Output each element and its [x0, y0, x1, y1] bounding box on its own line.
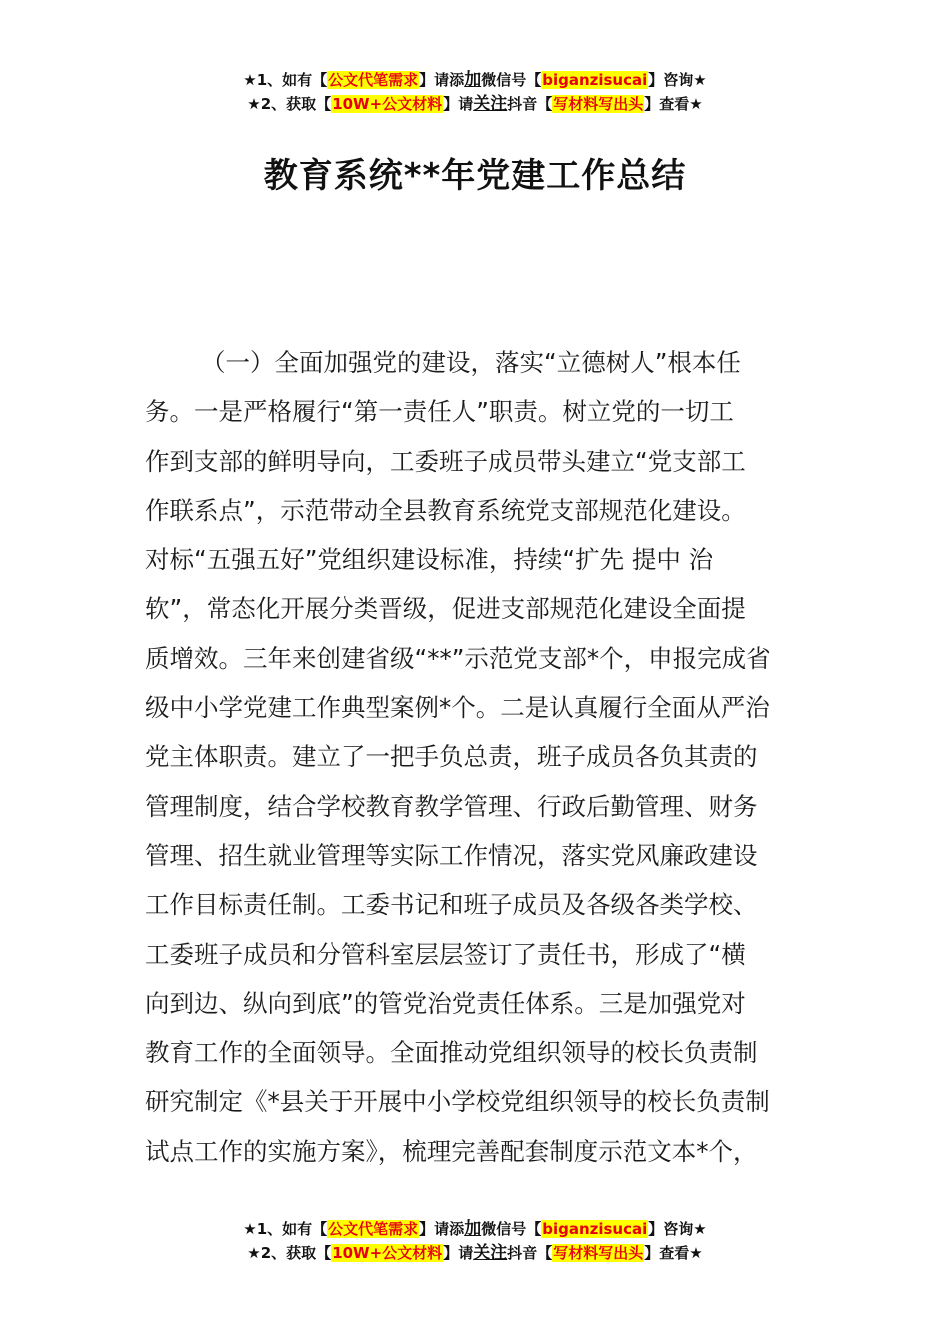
banner-highlight: 公文代笔需求: [328, 1220, 419, 1238]
banner-line-1: [0, 1217, 950, 1241]
banner-line-2: [0, 1241, 950, 1265]
banner-text: 】咨询★: [648, 1220, 707, 1238]
body-line: 向到边、纵向到底”的管党治党责任体系。三是加强党对: [145, 988, 746, 1018]
banner-highlight: 公文代笔需求: [328, 71, 419, 89]
body-line: 对标“五强五好”党组织建设标准，持续“扩先 提中 治: [145, 545, 714, 575]
banner-line-2: [0, 92, 950, 116]
document-body: [145, 338, 807, 1176]
body-line: 管理、招生就业管理等实际工作情况，落实党风廉政建设: [145, 840, 758, 870]
body-line: 教育工作的全面领导。全面推动党组织领导的校长负责制: [145, 1038, 758, 1068]
body-line: 质增效。三年来创建省级“**”示范党支部*个，申报完成省: [145, 643, 771, 673]
banner-text: 】请添: [419, 71, 465, 89]
banner-text: 微信号【: [481, 71, 542, 89]
banner-emphasis: 加: [464, 1219, 482, 1239]
banner-emphasis: 关注: [473, 1243, 508, 1263]
document-title: 教育系统**年党建工作总结: [263, 156, 687, 196]
banner-text: ★1、如有【: [243, 71, 328, 89]
banner-text: 微信号【: [481, 1220, 542, 1238]
body-line: 级中小学党建工作典型案例*个。二是认真履行全面从严治: [145, 693, 770, 723]
banner-text: 】请: [443, 1244, 474, 1262]
banner-emphasis: 关注: [473, 94, 508, 114]
body-line: （一）全面加强党的建设，落实“立德树人”根本任: [201, 348, 741, 377]
banner-text: ★2、获取【: [247, 95, 332, 113]
banner-text: 抖音【: [507, 95, 553, 113]
body-line: 研究制定《*县关于开展中小学校党组织领导的校长负责制: [145, 1087, 770, 1117]
banner-text: 抖音【: [507, 1244, 553, 1262]
banner-highlight: 10W+公文材料: [332, 95, 443, 113]
banner-text: 】请添: [419, 1220, 465, 1238]
body-line: 务。一是严格履行“第一责任人”职责。树立党的一切工: [145, 397, 734, 427]
banner-text: 】查看★: [644, 1244, 703, 1262]
banner-emphasis: 加: [464, 70, 482, 90]
banner-highlight: biganzisucai: [542, 1220, 648, 1238]
banner-highlight: 写材料写出头: [553, 95, 644, 113]
body-line: 作到支部的鲜明导向，工委班子成员带头建立“党支部工: [145, 446, 746, 476]
banner-text: ★1、如有【: [243, 1220, 328, 1238]
body-line: 工作目标责任制。工委书记和班子成员及各级各类学校、: [145, 890, 758, 920]
banner-highlight: 写材料写出头: [553, 1244, 644, 1262]
body-line: 工委班子成员和分管科室层层签订了责任书，形成了“横: [145, 939, 746, 969]
footer-banner: [0, 1217, 950, 1265]
banner-text: ★2、获取【: [247, 1244, 332, 1262]
banner-highlight: biganzisucai: [542, 71, 648, 89]
banner-line-1: [0, 68, 950, 92]
banner-text: 】咨询★: [648, 71, 707, 89]
banner-highlight: 10W+公文材料: [332, 1244, 443, 1262]
body-line: 党主体职责。建立了一把手负总责，班子成员各负其责的: [145, 742, 758, 772]
header-banner: [0, 68, 950, 116]
body-line: 管理制度，结合学校教育教学管理、行政后勤管理、财务: [145, 791, 758, 821]
body-line: 试点工作的实施方案》，梳理完善配套制度示范文本*个，: [145, 1136, 758, 1166]
body-line: 软”，常态化开展分类晋级，促进支部规范化建设全面提: [145, 594, 746, 624]
banner-text: 】查看★: [644, 95, 703, 113]
body-line: 作联系点”，示范带动全县教育系统党支部规范化建设。: [145, 495, 746, 525]
banner-text: 】请: [443, 95, 474, 113]
